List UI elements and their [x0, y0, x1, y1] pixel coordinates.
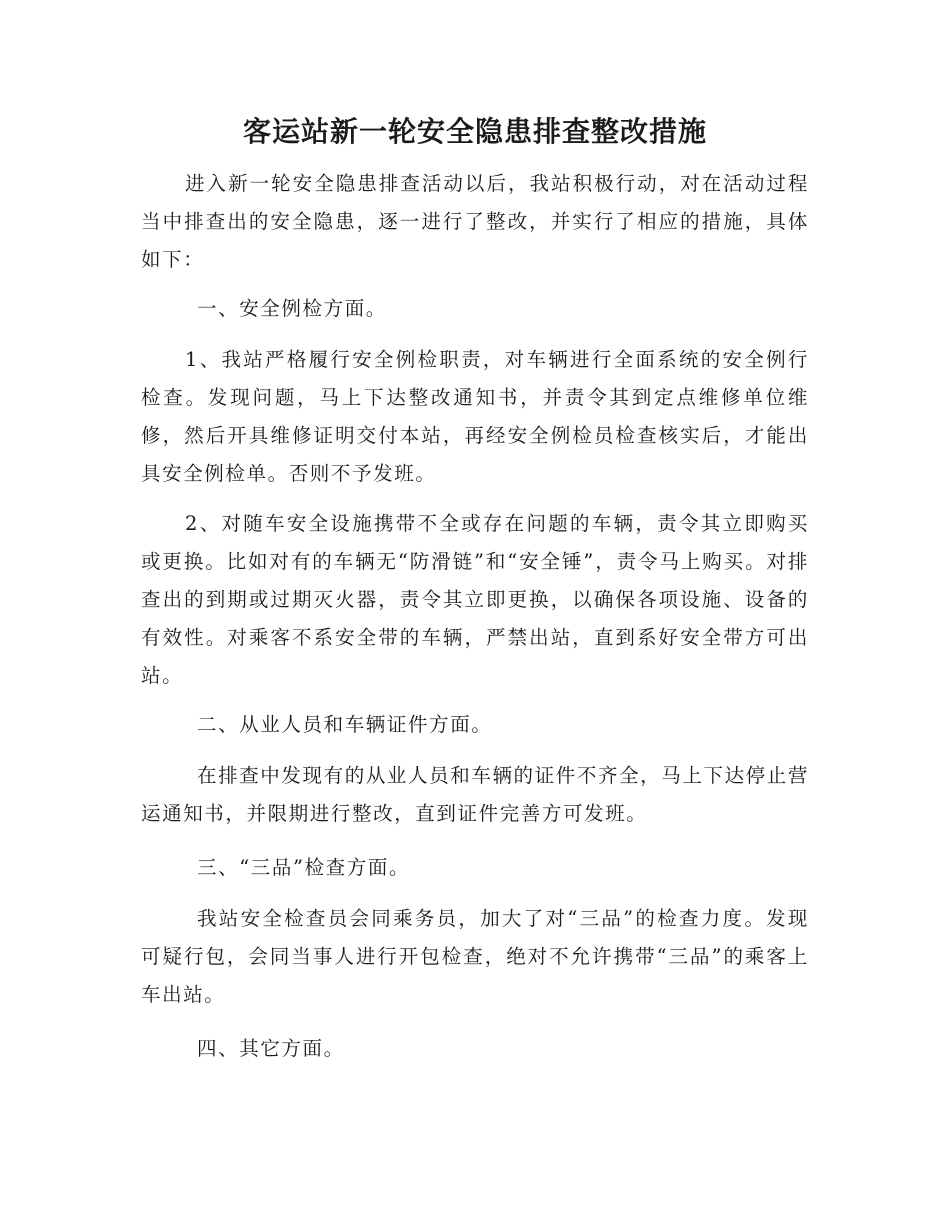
section-2-heading: 二、从业人员和车辆证件方面。 [197, 713, 493, 736]
section-3-heading: 三、“三品”检查方面。 [197, 856, 411, 879]
section-1-heading: 一、安全例检方面。 [197, 297, 387, 320]
intro-paragraph: 进入新一轮安全隐患排查活动以后，我站积极行动，对在活动过程当中排查出的安全隐患，逐一进行了整改，并实行了相应的措施，具体如下： [141, 172, 809, 271]
document-title: 客运站新一轮安全隐患排查整改措施 [242, 115, 707, 148]
section-1-item-1: 1、我站严格履行安全例检职责，对车辆进行全面系统的安全例行检查。发现问题，马上下达整改通知书，并责令其到定点维修单位维修，然后开具维修证明交付本站，再经安全例检员检查核实后，才能出具安全例检单。否则不予发班。 [141, 348, 809, 485]
section-3-body: 我站安全检查员会同乘务员，加大了对“三品”的检查力度。发现可疑行包，会同当事人进行开包检查，绝对不允许携带“三品”的乘客上车出站。 [141, 907, 809, 1006]
section-1-item-2: 2、对随车安全设施携带不全或存在问题的车辆，责令其立即购买或更换。比如对有的车辆无“防滑链”和“安全锤”，责令马上购买。对排查出的到期或过期灭火器，责令其立即更换，以确保各项设施、设备的有效性。对乘客不系安全带的车辆，严禁出站，直到系好安全带方可出站。 [141, 512, 809, 687]
section-4-heading: 四、其它方面。 [197, 1037, 345, 1060]
section-2-body: 在排查中发现有的从业人员和车辆的证件不齐全，马上下达停止营运通知书，并限期进行整改，直到证件完善方可发班。 [141, 764, 809, 825]
